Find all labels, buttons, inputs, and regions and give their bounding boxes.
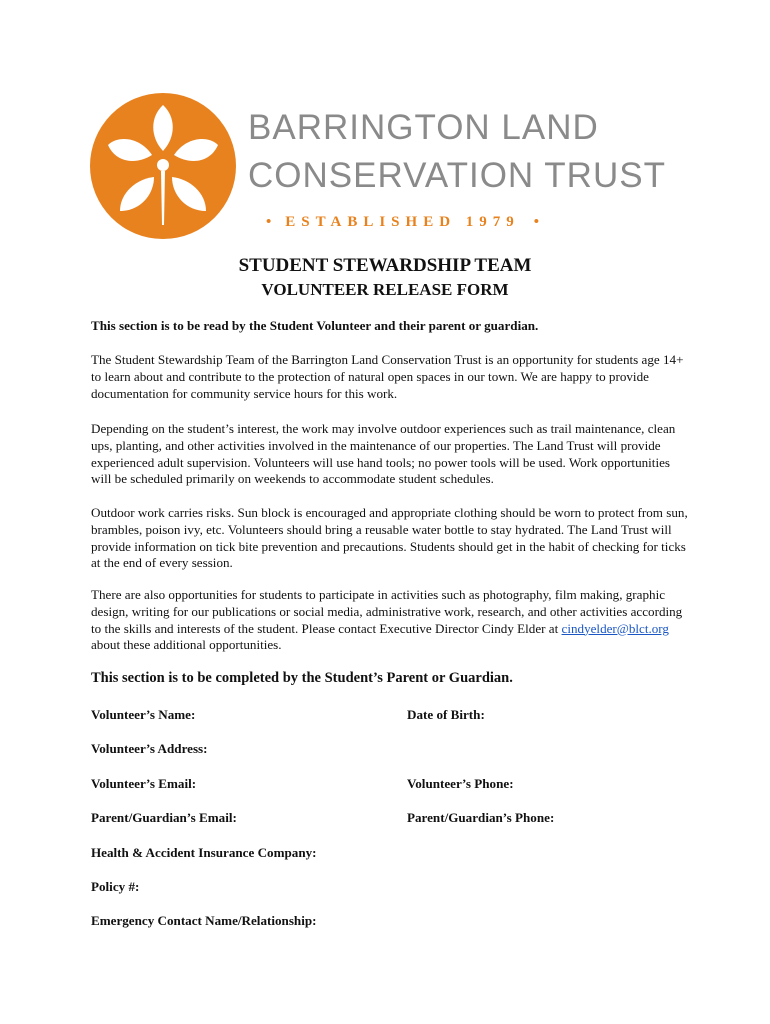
emergency-contact-field[interactable]: Emergency Contact Name/Relationship: — [91, 913, 317, 928]
volunteer-phone-field[interactable]: Volunteer’s Phone: — [407, 776, 514, 791]
intro-notice: This section is to be read by the Student Volunteer and their parent or guardian. — [91, 318, 539, 333]
oak-leaf-circle-icon — [90, 93, 236, 239]
paragraph-opportunities — [91, 587, 691, 654]
established-text: ESTABLISHED 1979 — [285, 214, 520, 230]
email-link[interactable]: cindyelder@blct.org — [561, 620, 669, 636]
volunteer-address-field[interactable]: Volunteer’s Address: — [91, 741, 208, 756]
section2-heading: This section is to be completed by the Student’s Parent or Guardian. — [91, 670, 513, 686]
p4-text-before: There are also opportunities for students to participate in activities such as photography, film making, graphic design, writing for our publications or social media, administrative work, research, and other activities according to the skills and interests of the student. Please contact Executive Director Cindy Elder at — [91, 587, 683, 636]
p4-text-after: about these additional opportunities. — [91, 637, 282, 653]
page-title: STUDENT STEWARDSHIP TEAM — [238, 255, 532, 276]
date-of-birth-field[interactable]: Date of Birth: — [407, 707, 485, 722]
established-tagline — [252, 214, 682, 231]
volunteer-email-field[interactable]: Volunteer’s Email: — [91, 776, 197, 791]
org-name-line2: CONSERVATION TRUST — [248, 156, 666, 195]
paragraph-program: The Student Stewardship Team of the Barrington Land Conservation Trust is an opportunity for students age 14+ to learn about and contribute to the protection of natural open spaces in our town. We are happy to provide documentation for community service hours for this work. — [91, 352, 684, 401]
insurance-company-field[interactable]: Health & Accident Insurance Company: — [91, 845, 317, 860]
policy-number-field[interactable]: Policy #: — [91, 879, 140, 894]
parent-phone-field[interactable]: Parent/Guardian’s Phone: — [407, 810, 555, 825]
bullet-right: • — [533, 214, 540, 230]
paragraph-work: Depending on the student’s interest, the work may involve outdoor experiences such as trail maintenance, clean ups, planting, and other activities involved in the maintenance of our properties. The Land Trust will provide experienced adult supervision. Volunteers will use hand tools; no power tools will be used. Work opportunities will be scheduled primarily on weekends to accommodate student schedules. — [91, 421, 676, 487]
paragraph-risks: Outdoor work carries risks. Sun block is encouraged and appropriate clothing should be worn to protect from sun, brambles, poison ivy, etc. Volunteers should bring a reusable water bottle to stay hydrated. The Land Trust will provide information on tick bite prevention and precautions. Students should get in the habit of checking for ticks at the end of every session. — [91, 505, 688, 571]
org-name-line1: BARRINGTON LAND — [248, 108, 599, 147]
volunteer-name-field[interactable]: Volunteer’s Name: — [91, 707, 196, 722]
parent-email-field[interactable]: Parent/Guardian’s Email: — [91, 810, 237, 825]
page-subtitle: VOLUNTEER RELEASE FORM — [261, 280, 509, 299]
bullet-left: • — [266, 214, 272, 230]
